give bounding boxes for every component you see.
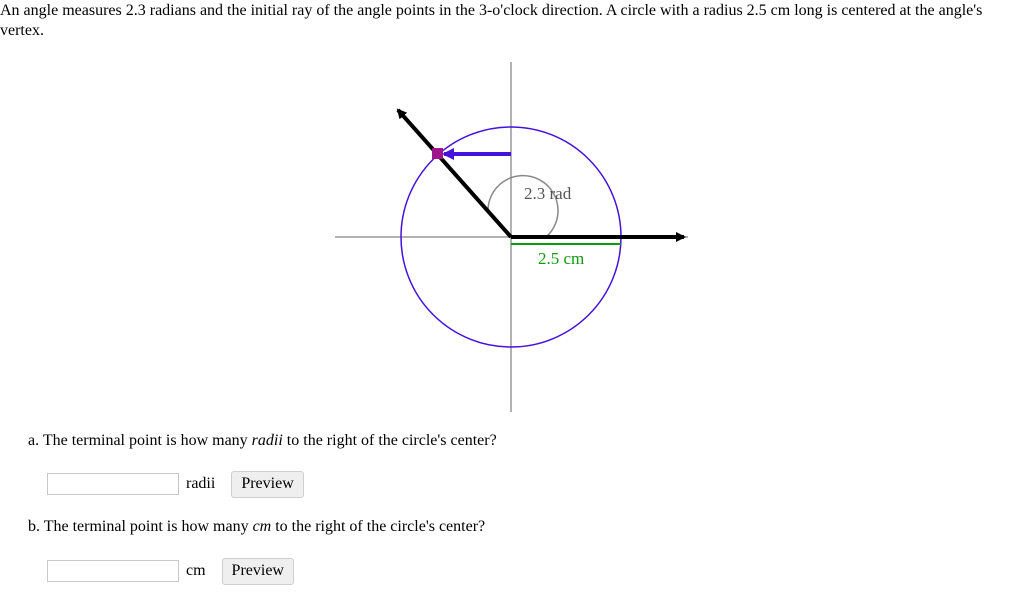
question-b-emphasis: cm [252,518,272,535]
answer-a-input[interactable] [47,473,179,495]
radius-label: 2.5 cm [538,249,585,268]
answer-row-a [47,471,304,497]
question-a-emphasis: radii [251,432,283,449]
preview-a-button[interactable]: Preview [231,471,303,498]
answer-b-input[interactable] [47,560,179,582]
problem-statement: An angle measures 2.3 radians and the initial ray of the angle points in the 3-o'clock direction. A circle with a radius 2.5 cm long is centered at the angle's vertex. [0,2,983,39]
terminal-point [432,148,443,159]
preview-b-button[interactable]: Preview [222,558,294,585]
answer-b-unit: cm [186,562,206,579]
angle-diagram [330,60,700,420]
question-b: b. The terminal point is how many cm to the right of the circle's center? [28,518,486,535]
answer-row-b [47,558,294,584]
angle-label: 2.3 rad [524,184,572,203]
answer-a-unit: radii [186,475,216,492]
question-a: a. The terminal point is how many radii to the right of the circle's center? [28,432,497,449]
